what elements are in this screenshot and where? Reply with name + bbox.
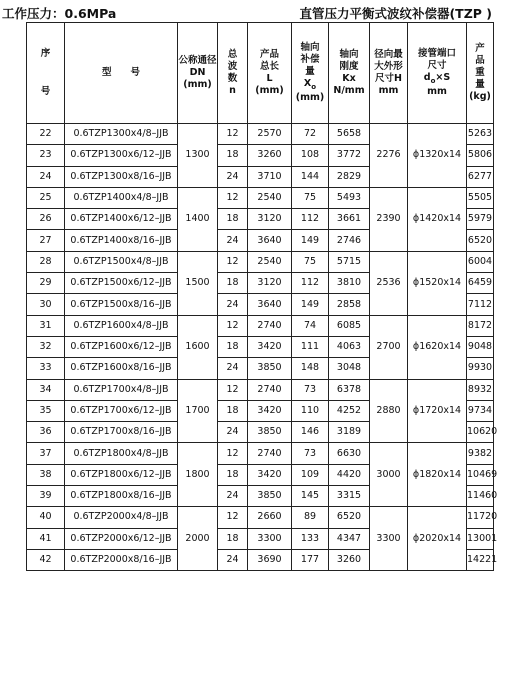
weight-cell: 5505 [467, 187, 494, 208]
waves-cell: 12 [218, 379, 248, 400]
weight-cell: 6520 [467, 230, 494, 251]
weight-cell: 5263 [467, 124, 494, 145]
stiffness-cell: 3810 [329, 273, 370, 294]
stiffness-cell: 4420 [329, 464, 370, 485]
seq-cell: 37 [27, 443, 65, 464]
compensation-cell: 133 [292, 528, 329, 549]
model-cell: 0.6TZP2000x4/8–JJB [65, 507, 178, 528]
stiffness-cell: 2858 [329, 294, 370, 315]
header-compensation: 轴向 补偿 量 $X_o$ (mm) [292, 23, 329, 124]
outer-dimension-cell: 3000 [370, 443, 408, 507]
length-cell: 3260 [248, 145, 292, 166]
length-cell: 3640 [248, 230, 292, 251]
waves-cell: 18 [218, 209, 248, 230]
model-cell: 0.6TZP1800x8/16–JJB [65, 486, 178, 507]
dn-cell: 1500 [178, 251, 218, 315]
seq-cell: 32 [27, 336, 65, 357]
table-row [27, 443, 494, 464]
weight-cell: 11720 [467, 507, 494, 528]
stiffness-cell: 4252 [329, 400, 370, 421]
outer-dimension-cell: 2880 [370, 379, 408, 443]
compensation-cell: 112 [292, 273, 329, 294]
model-cell: 0.6TZP1600x6/12–JJB [65, 336, 178, 357]
table-row [27, 379, 494, 400]
pipe-end-cell: ϕ1420x14 [408, 187, 467, 251]
model-cell: 0.6TZP1300x8/16–JJB [65, 166, 178, 187]
weight-cell: 5979 [467, 209, 494, 230]
waves-cell: 24 [218, 549, 248, 570]
stiffness-cell: 3189 [329, 422, 370, 443]
waves-cell: 12 [218, 315, 248, 336]
stiffness-cell: 6378 [329, 379, 370, 400]
outer-dimension-cell: 2700 [370, 315, 408, 379]
model-cell: 0.6TZP1500x6/12–JJB [65, 273, 178, 294]
model-cell: 0.6TZP1800x6/12–JJB [65, 464, 178, 485]
length-cell: 3120 [248, 209, 292, 230]
compensation-cell: 149 [292, 230, 329, 251]
weight-cell: 7112 [467, 294, 494, 315]
length-cell: 3300 [248, 528, 292, 549]
length-cell: 3640 [248, 294, 292, 315]
waves-cell: 12 [218, 124, 248, 145]
pipe-end-cell: ϕ2020x14 [408, 507, 467, 571]
weight-cell: 6277 [467, 166, 494, 187]
stiffness-cell: 2829 [329, 166, 370, 187]
length-cell: 2740 [248, 443, 292, 464]
length-cell: 3710 [248, 166, 292, 187]
model-cell: 0.6TZP2000x6/12–JJB [65, 528, 178, 549]
compensation-cell: 75 [292, 251, 329, 272]
weight-cell: 9382 [467, 443, 494, 464]
header-row [27, 23, 494, 124]
seq-cell: 38 [27, 464, 65, 485]
pipe-end-cell: ϕ1820x14 [408, 443, 467, 507]
outer-dimension-cell: 2276 [370, 124, 408, 188]
waves-cell: 18 [218, 464, 248, 485]
waves-cell: 12 [218, 187, 248, 208]
pipe-end-cell: ϕ1520x14 [408, 251, 467, 315]
header-seq: 序 号 [27, 23, 65, 124]
model-cell: 0.6TZP1400x6/12–JJB [65, 209, 178, 230]
header-waves: 总 波 数 n [218, 23, 248, 124]
spec-table [26, 22, 498, 571]
pipe-end-cell: ϕ1620x14 [408, 315, 467, 379]
weight-cell: 9930 [467, 358, 494, 379]
weight-cell: 5806 [467, 145, 494, 166]
weight-cell: 10469 [467, 464, 494, 485]
table-row [27, 315, 494, 336]
model-cell: 0.6TZP2000x8/16–JJB [65, 549, 178, 570]
waves-cell: 24 [218, 422, 248, 443]
compensation-cell: 148 [292, 358, 329, 379]
length-cell: 2540 [248, 187, 292, 208]
dn-cell: 1600 [178, 315, 218, 379]
weight-cell: 14221 [467, 549, 494, 570]
compensation-cell: 74 [292, 315, 329, 336]
waves-cell: 18 [218, 145, 248, 166]
weight-cell: 6004 [467, 251, 494, 272]
model-cell: 0.6TZP1700x6/12–JJB [65, 400, 178, 421]
stiffness-cell: 6085 [329, 315, 370, 336]
waves-cell: 18 [218, 273, 248, 294]
header-dn: 公称通径 DN (mm) [178, 23, 218, 124]
compensation-cell: 112 [292, 209, 329, 230]
seq-cell: 36 [27, 422, 65, 443]
model-cell: 0.6TZP1300x6/12–JJB [65, 145, 178, 166]
compensation-cell: 110 [292, 400, 329, 421]
seq-cell: 42 [27, 549, 65, 570]
seq-cell: 22 [27, 124, 65, 145]
model-cell: 0.6TZP1300x4/8–JJB [65, 124, 178, 145]
model-cell: 0.6TZP1500x4/8–JJB [65, 251, 178, 272]
compensation-cell: 144 [292, 166, 329, 187]
model-cell: 0.6TZP1600x4/8–JJB [65, 315, 178, 336]
stiffness-cell: 3260 [329, 549, 370, 570]
stiffness-cell: 3661 [329, 209, 370, 230]
compensation-cell: 75 [292, 187, 329, 208]
length-cell: 2740 [248, 379, 292, 400]
compensation-cell: 73 [292, 443, 329, 464]
model-cell: 0.6TZP1400x4/8–JJB [65, 187, 178, 208]
model-cell: 0.6TZP1500x8/16–JJB [65, 294, 178, 315]
weight-cell: 9048 [467, 336, 494, 357]
header-pipe-end: 接管端口 尺寸 $d_o\times S$ mm [408, 23, 467, 124]
stiffness-cell: 4347 [329, 528, 370, 549]
length-cell: 3420 [248, 464, 292, 485]
header-stiffness: 轴向 刚度 Kx N/mm [329, 23, 370, 124]
model-cell: 0.6TZP1600x8/16–JJB [65, 358, 178, 379]
length-cell: 2540 [248, 251, 292, 272]
dn-cell: 2000 [178, 507, 218, 571]
compensation-cell: 146 [292, 422, 329, 443]
seq-cell: 23 [27, 145, 65, 166]
model-cell: 0.6TZP1700x8/16–JJB [65, 422, 178, 443]
weight-cell: 13001 [467, 528, 494, 549]
table-row [27, 507, 494, 528]
outer-dimension-cell: 3300 [370, 507, 408, 571]
seq-cell: 41 [27, 528, 65, 549]
seq-cell: 28 [27, 251, 65, 272]
outer-dimension-cell: 2390 [370, 187, 408, 251]
length-cell: 3850 [248, 486, 292, 507]
dn-cell: 1700 [178, 379, 218, 443]
dn-cell: 1800 [178, 443, 218, 507]
header-outer-dimension: 径向最 大外形 尺寸H mm [370, 23, 408, 124]
dn-cell: 1300 [178, 124, 218, 188]
compensation-cell: 177 [292, 549, 329, 570]
outer-dimension-cell: 2536 [370, 251, 408, 315]
weight-cell: 10620 [467, 422, 494, 443]
waves-cell: 18 [218, 400, 248, 421]
document-title: 直管压力平衡式波纹补偿器(TZP ) [299, 6, 492, 21]
length-cell: 2740 [248, 315, 292, 336]
compensation-cell: 145 [292, 486, 329, 507]
seq-cell: 25 [27, 187, 65, 208]
length-cell: 3420 [248, 336, 292, 357]
weight-cell: 9734 [467, 400, 494, 421]
table-row [27, 251, 494, 272]
waves-cell: 12 [218, 443, 248, 464]
seq-cell: 33 [27, 358, 65, 379]
weight-cell: 8932 [467, 379, 494, 400]
seq-cell: 24 [27, 166, 65, 187]
seq-cell: 35 [27, 400, 65, 421]
waves-cell: 12 [218, 251, 248, 272]
header-model: 型 号 [65, 23, 178, 124]
length-cell: 3120 [248, 273, 292, 294]
compensation-cell: 89 [292, 507, 329, 528]
table-row [27, 187, 494, 208]
seq-cell: 39 [27, 486, 65, 507]
waves-cell: 12 [218, 507, 248, 528]
seq-cell: 31 [27, 315, 65, 336]
waves-cell: 24 [218, 166, 248, 187]
length-cell: 3420 [248, 400, 292, 421]
dn-cell: 1400 [178, 187, 218, 251]
waves-cell: 24 [218, 486, 248, 507]
seq-cell: 27 [27, 230, 65, 251]
pipe-end-cell: ϕ1320x14 [408, 124, 467, 188]
seq-cell: 29 [27, 273, 65, 294]
seq-cell: 40 [27, 507, 65, 528]
weight-cell: 11460 [467, 486, 494, 507]
length-cell: 2660 [248, 507, 292, 528]
stiffness-cell: 6520 [329, 507, 370, 528]
length-cell: 3690 [248, 549, 292, 570]
compensation-cell: 111 [292, 336, 329, 357]
compensation-cell: 108 [292, 145, 329, 166]
working-pressure-label: 工作压力：0.6MPa [2, 6, 117, 21]
compensation-cell: 73 [292, 379, 329, 400]
weight-cell: 6459 [467, 273, 494, 294]
seq-cell: 26 [27, 209, 65, 230]
waves-cell: 18 [218, 336, 248, 357]
compensation-cell: 149 [292, 294, 329, 315]
header-length: 产品 总长 L (mm) [248, 23, 292, 124]
model-cell: 0.6TZP1800x4/8–JJB [65, 443, 178, 464]
stiffness-cell: 6630 [329, 443, 370, 464]
stiffness-cell: 5658 [329, 124, 370, 145]
waves-cell: 24 [218, 230, 248, 251]
stiffness-cell: 3315 [329, 486, 370, 507]
stiffness-cell: 2746 [329, 230, 370, 251]
waves-cell: 24 [218, 294, 248, 315]
stiffness-cell: 4063 [329, 336, 370, 357]
length-cell: 3850 [248, 422, 292, 443]
compensation-cell: 109 [292, 464, 329, 485]
stiffness-cell: 3048 [329, 358, 370, 379]
table-row [27, 124, 494, 145]
model-cell: 0.6TZP1400x8/16–JJB [65, 230, 178, 251]
stiffness-cell: 5493 [329, 187, 370, 208]
stiffness-cell: 3772 [329, 145, 370, 166]
header-weight: 产 品 重 量 (kg) [467, 23, 494, 124]
pipe-end-cell: ϕ1720x14 [408, 379, 467, 443]
waves-cell: 24 [218, 358, 248, 379]
compensation-cell: 72 [292, 124, 329, 145]
stiffness-cell: 5715 [329, 251, 370, 272]
seq-cell: 34 [27, 379, 65, 400]
length-cell: 2570 [248, 124, 292, 145]
model-cell: 0.6TZP1700x4/8–JJB [65, 379, 178, 400]
seq-cell: 30 [27, 294, 65, 315]
waves-cell: 18 [218, 528, 248, 549]
weight-cell: 8172 [467, 315, 494, 336]
length-cell: 3850 [248, 358, 292, 379]
